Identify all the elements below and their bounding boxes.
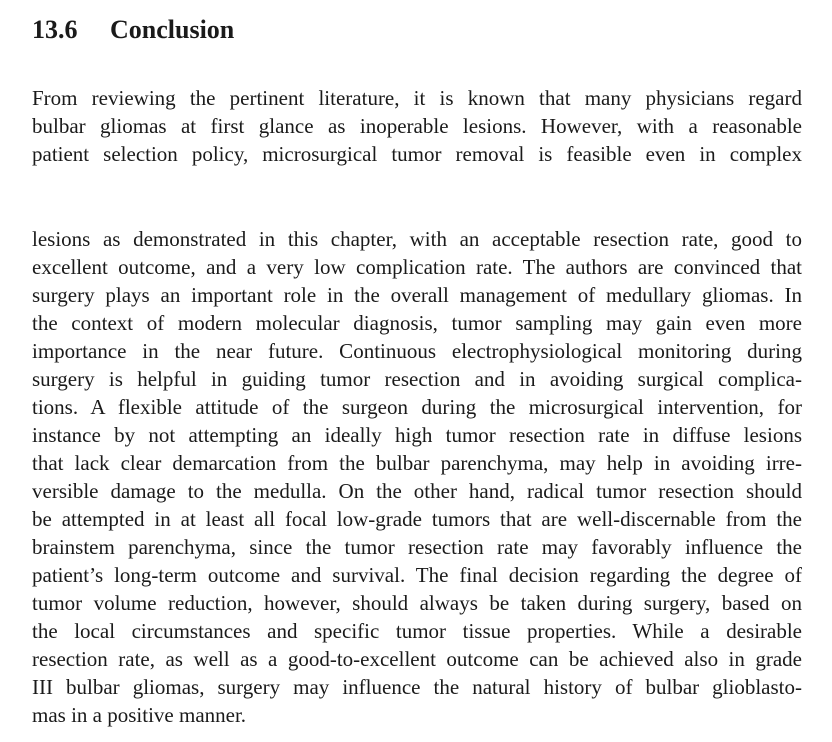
section-heading: [32, 14, 234, 46]
text-line: surgery is helpful in guiding tumor resection and in avoiding surgical complica-: [32, 367, 802, 391]
text-line: mas in a positive manner.: [32, 703, 247, 727]
section-title: Conclusion: [110, 15, 235, 44]
text-line: the context of modern molecular diagnosis, tumor sampling may gain even more: [32, 311, 802, 335]
text-line: the local circumstances and specific tumor tissue properties. While a desirable: [32, 619, 802, 643]
text-line: patient selection policy, microsurgical tumor removal is feasible even in complex: [32, 142, 802, 166]
text-line: surgery plays an important role in the overall management of medullary gliomas. In: [32, 283, 802, 307]
text-line: be attempted in at least all focal low-grade tumors that are well-discernable from the: [32, 507, 802, 531]
text-line: bulbar gliomas at first glance as inoperable lesions. However, with a reasonable: [32, 114, 802, 138]
text-line: instance by not attempting an ideally high tumor resection rate in diffuse lesions: [32, 423, 802, 447]
text-line: III bulbar gliomas, surgery may influence the natural history of bulbar glioblasto-: [32, 675, 802, 699]
paragraph-continuation: [32, 225, 802, 729]
text-line: that lack clear demarcation from the bulbar parenchyma, may help in avoiding irre-: [32, 451, 802, 475]
section-number: 13.6: [32, 15, 78, 44]
text-line: brainstem parenchyma, since the tumor resection rate may favorably influence the: [32, 535, 802, 559]
text-line: excellent outcome, and a very low complication rate. The authors are convinced that: [32, 255, 802, 279]
text-line: versible damage to the medulla. On the other hand, radical tumor resection should: [32, 479, 802, 503]
text-line: lesions as demonstrated in this chapter, with an acceptable resection rate, good to: [32, 227, 802, 251]
text-line: From reviewing the pertinent literature, it is known that many physicians regard: [32, 86, 802, 110]
text-line: resection rate, as well as a good-to-excellent outcome can be achieved also in grade: [32, 647, 802, 671]
text-line: patient’s long-term outcome and survival. The final decision regarding the degree of: [32, 563, 802, 587]
text-line: tions. A flexible attitude of the surgeon during the microsurgical intervention, for: [32, 395, 802, 419]
paragraph-intro: [32, 84, 802, 168]
text-line: importance in the near future. Continuous electrophysiological monitoring during: [32, 339, 802, 363]
text-line: tumor volume reduction, however, should always be taken during surgery, based on: [32, 591, 802, 615]
